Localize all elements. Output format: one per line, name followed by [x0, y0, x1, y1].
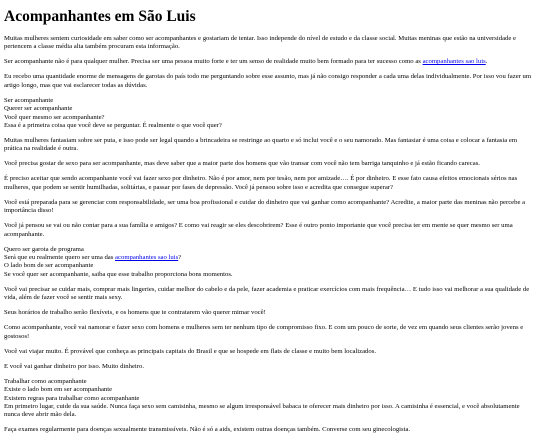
text-line: Existe o lado bom em ser acompanhante	[4, 386, 113, 394]
text-run: ?	[178, 254, 182, 262]
text-line: O lado bom de ser acompanhante	[4, 262, 94, 270]
inline-link[interactable]: acompanhantes sao luis	[422, 58, 486, 66]
inline-link[interactable]: acompanhantes sao luis	[115, 254, 179, 262]
text-run: Ser acompanhante não é para qualquer mulher. Precisa ser uma pessoa muito forte e ter um senso de realidade muito bem formado para ter sucesso como as	[4, 58, 423, 66]
paragraph	[4, 160, 534, 168]
paragraph	[4, 222, 534, 239]
text-run: Seus horários de trabalho serão flexíveis, e os homens que te contratarem vão querer mimar você!	[4, 309, 266, 317]
text-run: Você está preparada para se gerenciar com responsabilidade, ser uma boa profissional e cuidar do dinheiro que vai ganhar como acompanhante? Acredite, a maior parte das meninas não percebe a importância disso!	[4, 198, 526, 215]
text-line: Trabalhar como acompanhante	[4, 377, 87, 385]
paragraph	[4, 73, 534, 90]
text-run: Muitas mulheres sentem curiosidade em saber como ser acompanhantes e gostariam de tentar. Isso independe do nível de estudo e da classe social. Muitas meninas que estão na universidade e pertencem a classe média alta também procuram esta informação.	[4, 35, 516, 51]
text-run: Você precisa gostar de sexo para ser acompanhante, mas deve saber que a maior parte dos homens que vão transar com você não tem barriga tanquinho e já estão ficando carecas.	[4, 160, 480, 168]
text-line: Ser acompanhante	[4, 96, 54, 104]
paragraph	[4, 426, 534, 434]
paragraph	[4, 348, 534, 356]
paragraph	[4, 175, 534, 192]
paragraph	[4, 378, 534, 420]
text-line	[4, 254, 534, 262]
text-run: Você vai precisar se cuidar mais, comprar mais lingeries, cuidar melhor do cabelo e da pele, fazer academia e praticar exercícios com mais frequência… E tudo isso vai melhorar a sua qualidade de vida, além de fazer você se sentir mais sexy.	[4, 285, 530, 302]
paragraph	[4, 58, 534, 66]
text-run: E você vai ganhar dinheiro por isso. Muito dinheiro.	[4, 362, 145, 370]
text-run: Você já pensou se vai ou não contar para a sua família e amigos? E como vai reagir se eles descobrirem? Esse é outro ponto importante que você precisa ter em mente se quer mesmo ser uma acompanhante.	[4, 222, 513, 238]
text-run: Será que eu realmente quero ser uma das	[4, 254, 116, 262]
text-run: Como acompanhante, você vai namorar e fazer sexo com homens e mulheres sem ter nenhum tipo de compromisso fixo. E com um pouco de sorte, de vez em quando seus clientes serão jovens e gostosos!	[4, 324, 524, 340]
text-line: Você quer mesmo ser acompanhante?	[4, 113, 105, 121]
text-line: Se você quer ser acompanhante, saiba que esse trabalho proporciona bons momentos.	[4, 270, 233, 278]
paragraph	[4, 137, 534, 154]
paragraph	[4, 309, 534, 317]
text-line: Existem regras para trabalhar como acompanhante	[4, 394, 140, 402]
article-body	[4, 35, 534, 435]
paragraph	[4, 35, 534, 52]
paragraph	[4, 363, 534, 371]
text-run: É preciso aceitar que sendo acompanhante você vai fazer sexo por dinheiro. Não é por amor, nem por tesão, nem por amizade…. É por dinheiro. E esse fato causa efeitos emocionais sérios nas mulheres, que podem se sentir humilhadas, solitárias, e passar por fases de depressão. Você já pensou sobre isso e acredita que consegue superar?	[4, 175, 518, 191]
text-line: Quero ser garota de programa	[4, 245, 84, 253]
text-run: Faça exames regularmente para doenças sexualmente transmissíveis. Não é só a aids, existem outras doenças também. Converse com seu ginecologista.	[4, 426, 411, 434]
text-run: Eu recebo uma quantidade enorme de mensagens de garotas do país todo me perguntando sobre esse assunto, mas já não consigo responder a cada uma delas individualmente. Por isso vou fazer um artigo longo, mas que vai esclarecer todas as dúvidas.	[4, 73, 532, 89]
text-line: Querer ser acompanhante	[4, 105, 73, 113]
text-line: Essa é a primeira coisa que você deve se perguntar. É realmente o que você quer?	[4, 122, 222, 130]
text-run: Você vai viajar muito. É provável que conheça as principais capitais do Brasil e que se hospede em flats de classe e muito bem localizados.	[4, 347, 377, 355]
paragraph	[4, 97, 534, 131]
text-line: Em primeiro lugar, cuide da sua saúde. Nunca faça sexo sem camisinha, mesmo se algum irresponsável babaca te oferecer mais dinheiro por isso. A camisinha é essencial, e você absolutamente nunca deve abrir mão dela.	[4, 402, 520, 419]
text-run: .	[485, 58, 488, 66]
paragraph	[4, 246, 534, 280]
paragraph	[4, 199, 534, 216]
page-title: Acompanhantes em São Luis	[4, 8, 196, 25]
paragraph	[4, 286, 534, 303]
text-run: Muitas mulheres fantasiam sobre ser puta, e isso pode ser legal quando a brincadeira se restringe ao quarto e só inclui você e o seu namorado. Mas fantasiar é uma coisa e colocar a fantasia em prática na realidade é outra.	[4, 137, 518, 153]
paragraph	[4, 324, 534, 341]
